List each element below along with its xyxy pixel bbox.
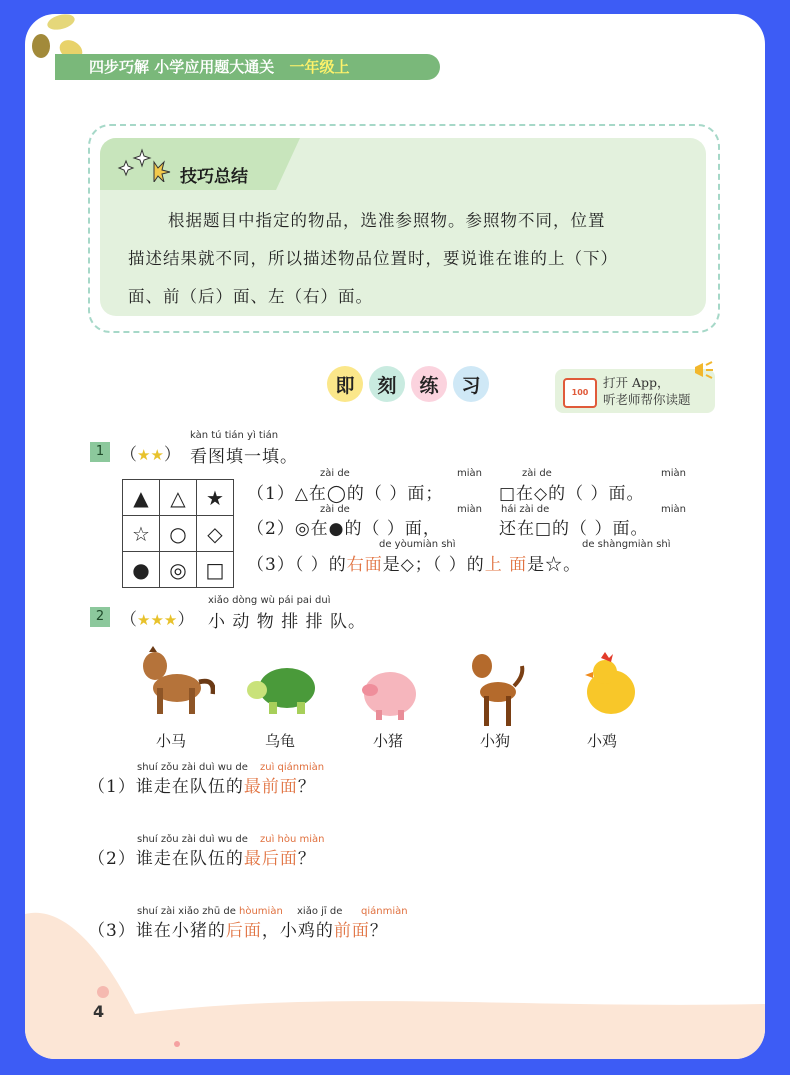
practice-heading xyxy=(327,366,489,402)
question-title: 小 动 物 排 排 队。 xyxy=(208,612,367,632)
question-title: 看图填一填。 xyxy=(190,447,298,467)
sub-question-text: ，小鸡的 xyxy=(261,921,334,941)
tips-title: 技巧总结 xyxy=(180,167,248,187)
sub-question-text: ？ xyxy=(297,777,316,797)
practice-char: 练 xyxy=(411,366,447,402)
app-line: 听老师帮你读题 xyxy=(603,392,691,407)
speaker-icon xyxy=(689,359,717,381)
sub-question-text: ？ xyxy=(297,849,316,869)
grid-cell: ○ xyxy=(160,516,197,552)
pinyin: xiǎo jī de xyxy=(297,906,343,917)
chick-icon xyxy=(575,650,645,730)
grid-cell: □ xyxy=(197,552,234,588)
practice-char: 即 xyxy=(327,366,363,402)
pinyin: shuí zǒu zài duì wu de xyxy=(137,762,248,773)
pinyin: miàn xyxy=(457,504,482,515)
grid-cell: ● xyxy=(123,552,160,588)
grid-cell: ◇ xyxy=(197,516,234,552)
sentence-2b: 还在□的（ ）面。 xyxy=(499,519,649,539)
question-number: 1 xyxy=(90,442,110,462)
pinyin: de shàngmiàn shì xyxy=(582,539,671,550)
dog-icon xyxy=(460,646,530,731)
animal-label: 小鸡 xyxy=(587,732,618,750)
pig-icon xyxy=(350,656,430,726)
sentence-part: （3）（ ）的 xyxy=(247,555,347,575)
sentence-2a: （2）◎在●的（ ）面， xyxy=(247,519,441,539)
pinyin: kàn tú tián yì tián xyxy=(190,430,279,441)
sentence-highlight: 右面 xyxy=(346,555,383,575)
difficulty-stars: （★★） xyxy=(120,445,181,465)
tips-box xyxy=(88,124,720,333)
header-banner xyxy=(55,54,440,80)
pinyin: hòumiàn xyxy=(239,906,283,917)
sentence-highlight: 上 面 xyxy=(484,555,528,575)
app-logo-icon: 100 xyxy=(563,378,597,408)
animal-label: 小狗 xyxy=(480,732,511,750)
star-icon: ★★★ xyxy=(137,611,178,629)
sub-question-highlight: 前面 xyxy=(333,921,370,941)
sub-question-highlight: 最后面 xyxy=(243,849,298,869)
question-number: 2 xyxy=(90,607,110,627)
grid-cell: ★ xyxy=(197,480,234,516)
book-page xyxy=(25,14,765,1059)
sparkle-icon xyxy=(114,148,174,182)
tips-text xyxy=(128,202,690,316)
sub-question-text: （3）谁在小猪的 xyxy=(88,921,226,941)
sentence-part: 是☆。 xyxy=(527,555,582,575)
pinyin: zuì hòu miàn xyxy=(260,834,325,845)
app-read-button[interactable] xyxy=(555,369,715,413)
shape-grid xyxy=(122,479,234,588)
app-text xyxy=(603,374,691,408)
pinyin: miàn xyxy=(661,504,686,515)
tips-line: 描述结果就不同，所以描述物品位置时，要说谁在谁的上（下） xyxy=(128,249,618,268)
page-number: 4 xyxy=(93,1002,105,1021)
turtle-icon xyxy=(245,656,325,726)
pinyin: shuí zǒu zài duì wu de xyxy=(137,834,248,845)
series-title: 四步巧解 小学应用题大通关 xyxy=(89,58,275,76)
pinyin: hái zài de xyxy=(501,504,550,515)
sentence-1a: （1）△在◯的（ ）面； xyxy=(247,484,444,504)
grid-cell: ☆ xyxy=(123,516,160,552)
pinyin: qiánmiàn xyxy=(361,906,408,917)
grid-cell: ▲ xyxy=(123,480,160,516)
sub-question-text: （2）谁走在队伍的 xyxy=(88,849,244,869)
sub-question-highlight: 最前面 xyxy=(243,777,298,797)
horse-icon xyxy=(135,646,215,726)
pinyin: zuì qiánmiàn xyxy=(260,762,325,773)
star-icon: ★★ xyxy=(137,446,164,464)
grade-label: 一年级上 xyxy=(289,58,350,76)
pinyin: shuí zài xiǎo zhū de xyxy=(137,906,236,917)
pinyin: miàn xyxy=(457,468,482,479)
pinyin: de yòumiàn shì xyxy=(379,539,456,550)
difficulty-stars: （★★★） xyxy=(120,610,195,630)
sub-question-1 xyxy=(88,772,316,797)
pinyin: xiǎo dòng wù pái pai duì xyxy=(208,595,331,606)
sentence-1b: □在◇的（ ）面。 xyxy=(499,484,645,504)
practice-char: 习 xyxy=(453,366,489,402)
tips-panel xyxy=(100,138,706,316)
tips-line: 根据题目中指定的物品，选准参照物。参照物不同，位置 xyxy=(168,211,606,230)
practice-char: 刻 xyxy=(369,366,405,402)
grid-cell: ◎ xyxy=(160,552,197,588)
sub-question-2 xyxy=(88,844,316,869)
animal-label: 小猪 xyxy=(373,732,404,750)
sub-question-text: ？ xyxy=(369,921,388,941)
animal-label: 乌龟 xyxy=(265,732,296,750)
sub-question-highlight: 后面 xyxy=(225,921,262,941)
grid-cell: △ xyxy=(160,480,197,516)
pinyin: zài de xyxy=(320,468,350,479)
animal-row xyxy=(135,646,655,736)
sub-question-3 xyxy=(88,916,388,941)
pinyin: miàn xyxy=(661,468,686,479)
sub-question-text: （1）谁走在队伍的 xyxy=(88,777,244,797)
pinyin: zài de xyxy=(522,468,552,479)
sentence-3 xyxy=(247,550,581,575)
sentence-part: 是◇；（ ）的 xyxy=(382,555,485,575)
animal-label: 小马 xyxy=(156,732,187,750)
pinyin: zài de xyxy=(320,504,350,515)
app-line: 打开 App， xyxy=(603,375,670,390)
tips-line: 面、前（后）面、左（右）面。 xyxy=(128,287,373,306)
